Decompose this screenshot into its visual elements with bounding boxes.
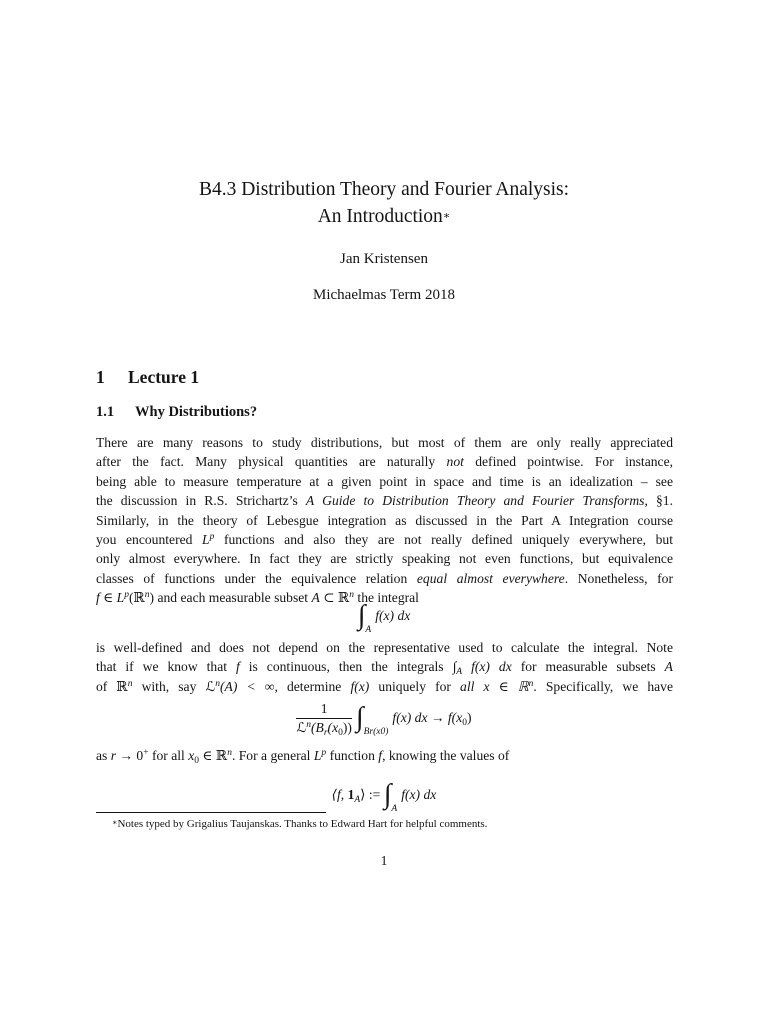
math-sup: n [227, 748, 232, 758]
para1-line-5: Similarly, in the theory of Lebesgue integration as discussed in the Part A Integration course [96, 512, 673, 528]
text-run: the discussion in R.S. Strichartz’s [96, 493, 306, 509]
para1-line-6 [96, 530, 673, 549]
integral-sign: ∫ [357, 600, 366, 631]
emphasis: not [446, 454, 464, 470]
math: → 0 [116, 748, 144, 763]
text-run: you encountered [96, 531, 203, 547]
math: ∫ [452, 659, 457, 675]
text-run: for all [148, 748, 189, 763]
equation-3 [0, 775, 768, 814]
math: (x [373, 727, 381, 737]
integrand: f(x) dx [401, 787, 437, 802]
paragraph-2 [96, 638, 673, 696]
integrand: f(x) dx → f(x [392, 710, 463, 725]
title-footnote-marker: ∗ [442, 210, 451, 222]
math: A [311, 590, 320, 606]
math: )) [342, 720, 352, 736]
para1-line-3: being able to measure temperature at a given point in space and time is an idealization – see [96, 473, 673, 489]
math: ⟨f, [331, 787, 348, 802]
equation-1 [0, 596, 768, 635]
math: ℒ [205, 678, 216, 694]
subsection-heading [96, 404, 257, 421]
math: L [202, 531, 210, 547]
section-number: 1 [96, 367, 105, 387]
para1-line-8 [96, 569, 673, 588]
text-run: functions and also they are not really defined uniquely everywhere, but [214, 531, 673, 547]
para2-line-3 [96, 677, 673, 696]
term: Michaelmas Term 2018 [313, 287, 455, 303]
math: L [313, 748, 322, 763]
text-run: . For a general [231, 748, 314, 763]
text-run: that if we know that [96, 659, 236, 675]
title-line-2 [0, 203, 768, 233]
title-line-1: B4.3 Distribution Theory and Fourier Analysis: [198, 179, 570, 200]
para1-line-4 [96, 491, 673, 510]
text-run: for measurable subsets [511, 659, 665, 675]
math: (ℝ [128, 590, 145, 606]
math: 0 [380, 727, 386, 737]
math-sub: r [323, 728, 328, 739]
math: r [369, 727, 374, 737]
math-sup: p [209, 531, 215, 542]
integral-domain: A [391, 804, 398, 814]
para2-line-2 [96, 657, 673, 676]
paragraph-3 [96, 746, 673, 765]
math: ℒ [296, 720, 307, 736]
text-run: after the fact. Many physical quantities are naturally [96, 454, 447, 470]
fraction [296, 701, 352, 739]
text-run: ) and each measurable subset [149, 590, 312, 606]
integral-sign: ∫ [383, 779, 392, 810]
text-run: , determine [274, 678, 351, 694]
math-sup: n [215, 678, 221, 689]
fraction-denominator [296, 719, 352, 739]
math: ∈ [99, 590, 117, 606]
integral-sign: ∫ [355, 702, 364, 733]
integral-domain: A [365, 625, 372, 635]
math: x ∈ ℝ [474, 678, 529, 694]
integral-domain [364, 727, 389, 737]
math: f [96, 590, 100, 606]
math-sup: p [321, 748, 327, 758]
math-sup: n [144, 590, 150, 601]
text-run: is continuous, then the integrals [239, 659, 453, 675]
text-run: as [96, 748, 111, 763]
document-title [0, 176, 768, 233]
math: f(x) dx [462, 659, 512, 675]
text-run: . Nonetheless, for [564, 570, 674, 586]
text-run: defined pointwise. For instance, [463, 454, 674, 470]
footnote-rule [96, 812, 326, 813]
emphasis: all [460, 678, 475, 694]
text-run: , §1. [644, 493, 673, 509]
para1-line-1: There are many reasons to study distributions, but most of them are only really appreciated [96, 435, 673, 450]
math-sub: 0 [338, 728, 343, 739]
equation-2 [0, 698, 768, 739]
math-sub: 0 [194, 756, 200, 766]
emphasis: equal almost everywhere [416, 570, 565, 586]
math: ∈ ℝ [199, 748, 228, 763]
math-sup: n [349, 590, 355, 601]
math: L [116, 590, 125, 606]
math: x [188, 748, 195, 763]
text-run: classes of functions under the equivalence relation [96, 570, 417, 586]
math-sub: A [354, 795, 361, 805]
book-title: A Guide to Distribution Theory and Fourier Transforms [305, 493, 645, 509]
fraction-numerator: 1 [296, 701, 351, 719]
math-sup: + [143, 748, 149, 758]
text-run: the integral [354, 590, 419, 606]
para3-line-1 [96, 746, 673, 765]
para1-line-7: only almost everywhere. In fact they are strictly speaking not even functions, but equivalence [96, 551, 673, 567]
text-run: function [326, 748, 379, 763]
math: (A) < ∞ [220, 678, 275, 694]
para2-line-1: is well-defined and does not depend on the representative used to calculate the integral. Note [96, 640, 673, 655]
para1-line-2 [96, 452, 673, 471]
math: f [378, 748, 383, 763]
math: ⟩ := [360, 787, 381, 802]
math-sup: n [528, 678, 534, 689]
section-heading [96, 367, 199, 388]
text-run: , knowing the values of [382, 748, 510, 763]
text-run: with, say [132, 678, 206, 694]
math-sub: A [456, 667, 463, 678]
math: ) [385, 727, 389, 737]
math: ⊂ ℝ [319, 590, 350, 606]
indicator: 1 [347, 787, 355, 802]
math: ) [467, 710, 472, 725]
title-line-2-text: An Introduction [317, 206, 443, 227]
math: B [363, 727, 370, 737]
footnote [112, 818, 487, 830]
paragraph-1 [96, 433, 673, 608]
author: Jan Kristensen [340, 251, 428, 267]
math-sup: n [306, 720, 311, 731]
subsection-number: 1.1 [96, 404, 115, 420]
section-title: Lecture 1 [128, 367, 200, 387]
math: f [236, 659, 240, 675]
integrand: f(x) dx [375, 608, 411, 623]
math-sup: p [124, 590, 129, 601]
footnote-text: Notes typed by Grigalius Taujanskas. Thanks to Edward Hart for helpful comments. [117, 818, 488, 830]
page-number: 1 [380, 853, 388, 868]
math: A [664, 659, 673, 675]
math: f(x) [350, 678, 370, 694]
subsection-title: Why Distributions? [135, 404, 258, 420]
math: r [110, 748, 117, 763]
footnote-marker: ∗ [112, 818, 118, 827]
text-run: of ℝ [96, 678, 128, 694]
math-sup: n [127, 678, 133, 689]
math-sub: 0 [462, 718, 467, 728]
math: (B [311, 720, 324, 736]
text-run: uniquely for [369, 678, 461, 694]
text-run: . Specifically, we have [533, 678, 674, 694]
math: (x [327, 720, 339, 736]
